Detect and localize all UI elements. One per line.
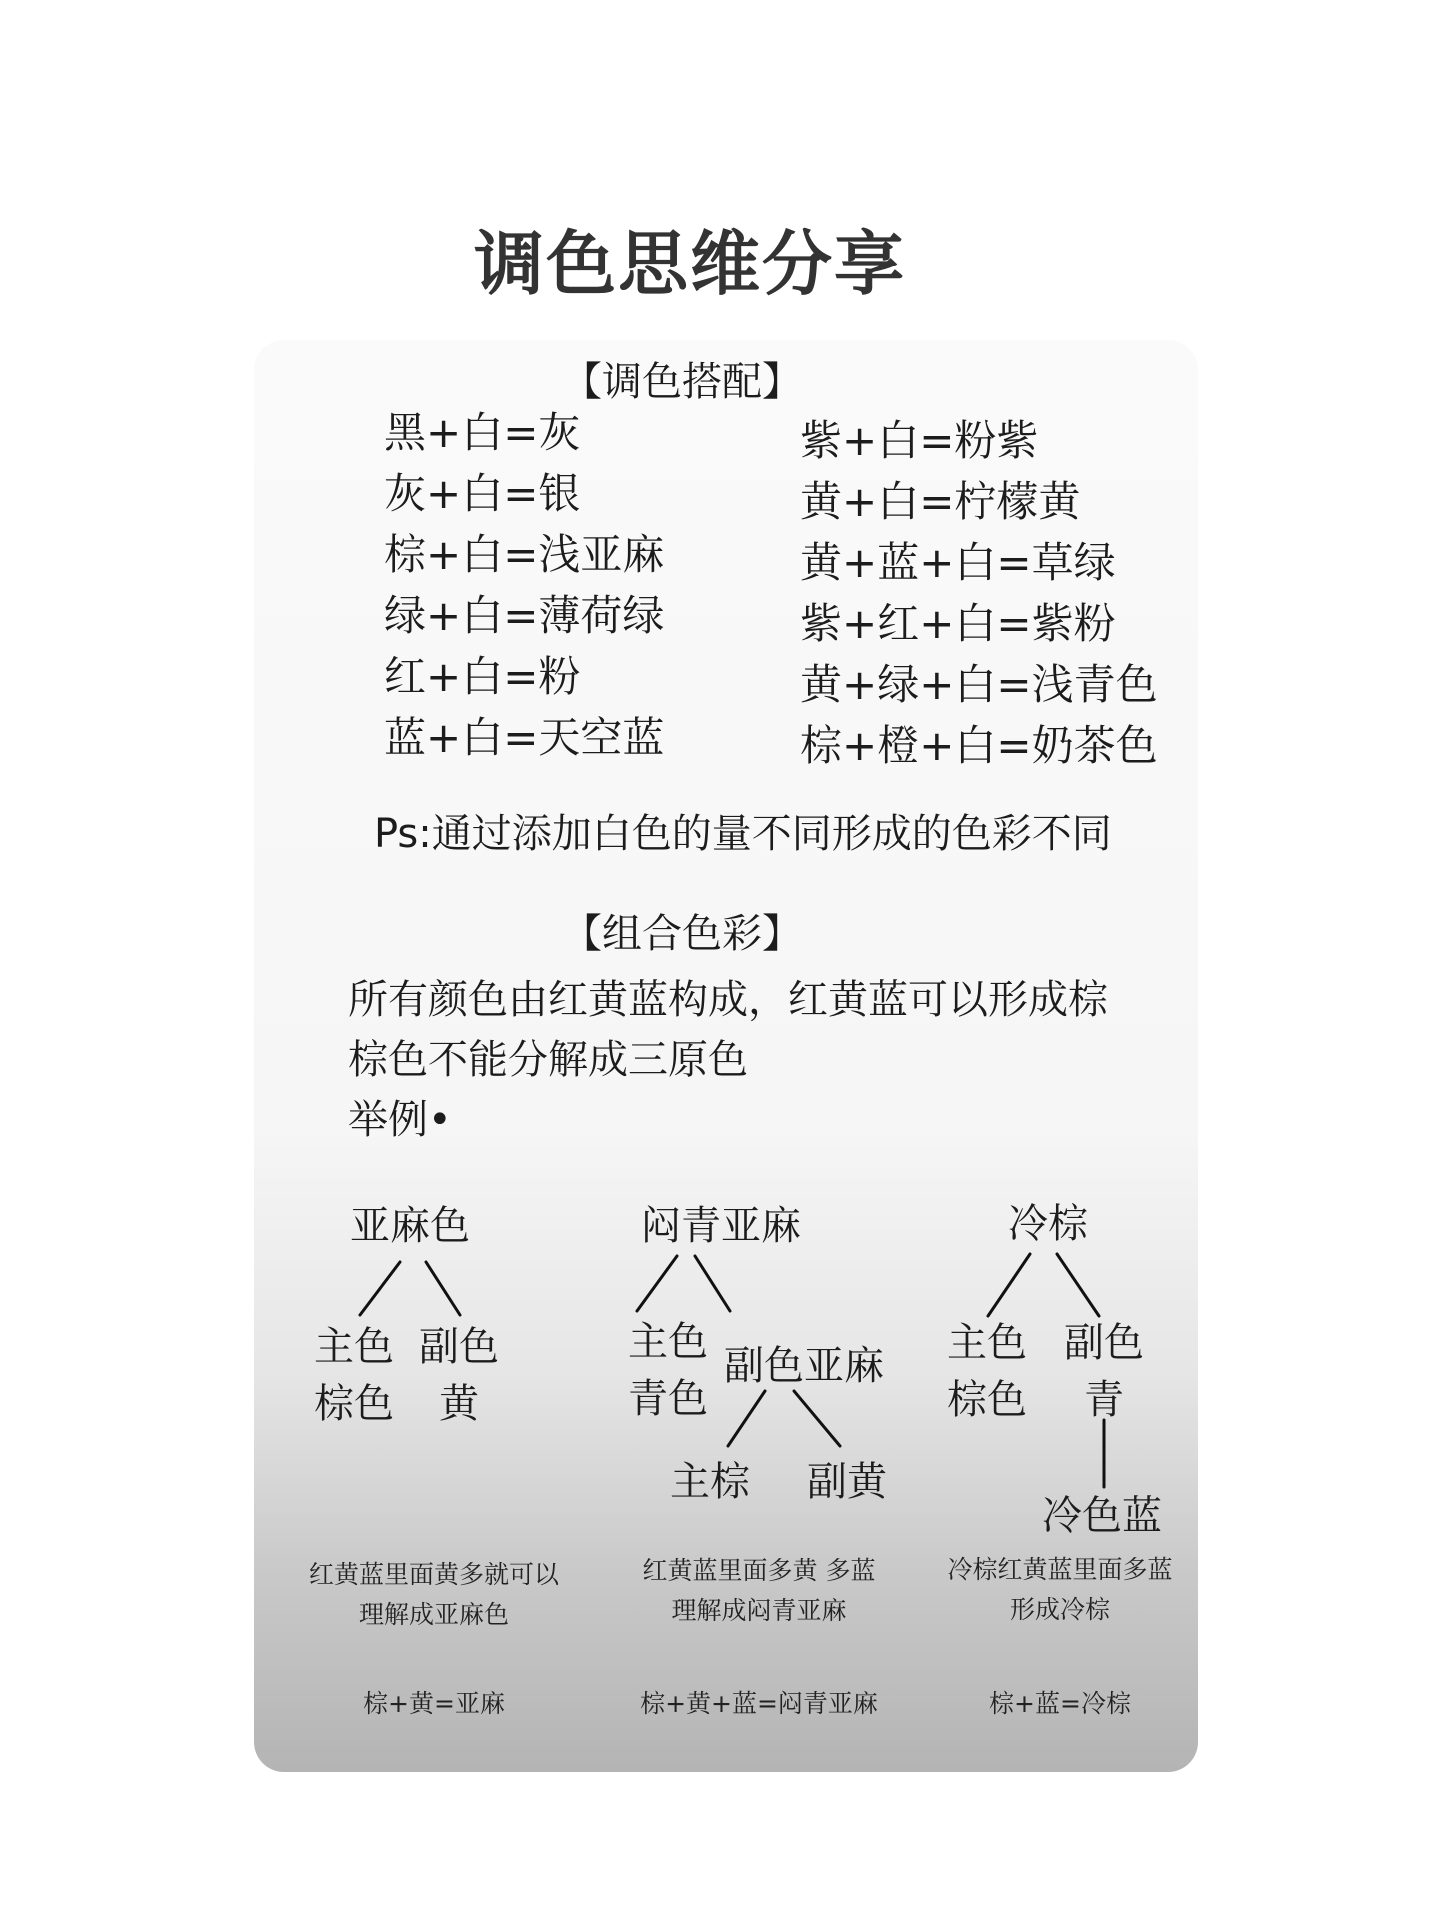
mix-item: 红+白=粉 — [384, 652, 581, 701]
content-card — [254, 340, 1198, 1772]
mix-item: 黄+蓝+白=草绿 — [800, 538, 1116, 587]
mix-item: 棕+橙+白=奶茶色 — [800, 721, 1158, 770]
tree-sub-child: 冷色蓝 — [1042, 1493, 1162, 1539]
tree-sub-label: 副色 — [1064, 1320, 1144, 1366]
tree-main-value: 棕色 — [314, 1381, 394, 1427]
tree-root: 冷棕 — [1008, 1201, 1088, 1247]
combo-heading: 【组合色彩】 — [562, 911, 802, 957]
combo-line-1: 所有颜色由红黄蓝构成，红黄蓝可以形成棕 — [348, 977, 1108, 1023]
tree-sub-main: 主棕 — [670, 1459, 750, 1505]
caption-line: 理解成亚麻色 — [358, 1600, 509, 1629]
t2-branch-left — [637, 1256, 677, 1311]
mix-item: 黄+绿+白=浅青色 — [800, 660, 1158, 709]
mix-item: 紫+红+白=紫粉 — [800, 599, 1116, 648]
tree-sub-sub: 副黄 — [807, 1459, 887, 1505]
combo-example: 举例• — [348, 1097, 452, 1143]
formula-muted-teal-linen: 棕+黄+蓝=闷青亚麻 — [640, 1689, 878, 1718]
tree-sub-value: 黄 — [439, 1381, 479, 1427]
mix-item: 棕+白=浅亚麻 — [384, 530, 665, 579]
tree-main-label: 主色 — [314, 1324, 394, 1370]
tree-main-label: 主色 — [628, 1319, 708, 1365]
t2-sub-branch-right — [794, 1391, 840, 1446]
caption-cool-brown — [924, 1550, 1196, 1630]
tree-root: 闷青亚麻 — [641, 1203, 801, 1249]
t2-branch-right — [695, 1256, 730, 1311]
t2-sub-branch-left — [728, 1391, 765, 1446]
mixing-heading: 【调色搭配】 — [562, 359, 802, 405]
mix-item: 蓝+白=天空蓝 — [384, 713, 665, 762]
caption-line: 冷棕红黄蓝里面多蓝 — [947, 1555, 1173, 1584]
mix-item: 黑+白=灰 — [384, 408, 581, 457]
mix-item: 黄+白=柠檬黄 — [800, 477, 1081, 526]
mixing-note: Ps:通过添加白色的量不同形成的色彩不同 — [374, 811, 1112, 857]
tree-main-value: 青色 — [628, 1376, 708, 1422]
t3-branch-left — [988, 1254, 1030, 1316]
caption-line: 红黄蓝里面黄多就可以 — [308, 1560, 559, 1589]
caption-line: 红黄蓝里面多黄 多蓝 — [642, 1556, 876, 1585]
t1-branch-left — [360, 1262, 400, 1315]
t3-branch-right — [1057, 1254, 1099, 1316]
caption-line: 理解成闷青亚麻 — [671, 1596, 847, 1625]
tree-root: 亚麻色 — [350, 1203, 470, 1249]
formula-cool-brown: 棕+蓝=冷棕 — [989, 1689, 1131, 1718]
tree-main-label: 主色 — [947, 1320, 1027, 1366]
mix-item: 绿+白=薄荷绿 — [384, 591, 665, 640]
t1-branch-right — [426, 1262, 460, 1315]
tree-sub-label: 副色亚麻 — [724, 1343, 884, 1389]
mix-item: 灰+白=银 — [384, 469, 581, 518]
mix-item: 紫+白=粉紫 — [800, 416, 1039, 465]
caption-line: 形成冷棕 — [1009, 1595, 1110, 1624]
tree-sub-label: 副色 — [419, 1324, 499, 1370]
caption-linen — [284, 1555, 584, 1635]
page-title: 调色思维分享 — [474, 223, 906, 305]
caption-muted-teal-linen — [614, 1551, 904, 1631]
tree-main-value: 棕色 — [947, 1377, 1027, 1423]
tree-sub-value: 青 — [1084, 1377, 1124, 1423]
combo-line-2: 棕色不能分解成三原色 — [348, 1037, 748, 1083]
formula-linen: 棕+黄=亚麻 — [363, 1689, 505, 1718]
